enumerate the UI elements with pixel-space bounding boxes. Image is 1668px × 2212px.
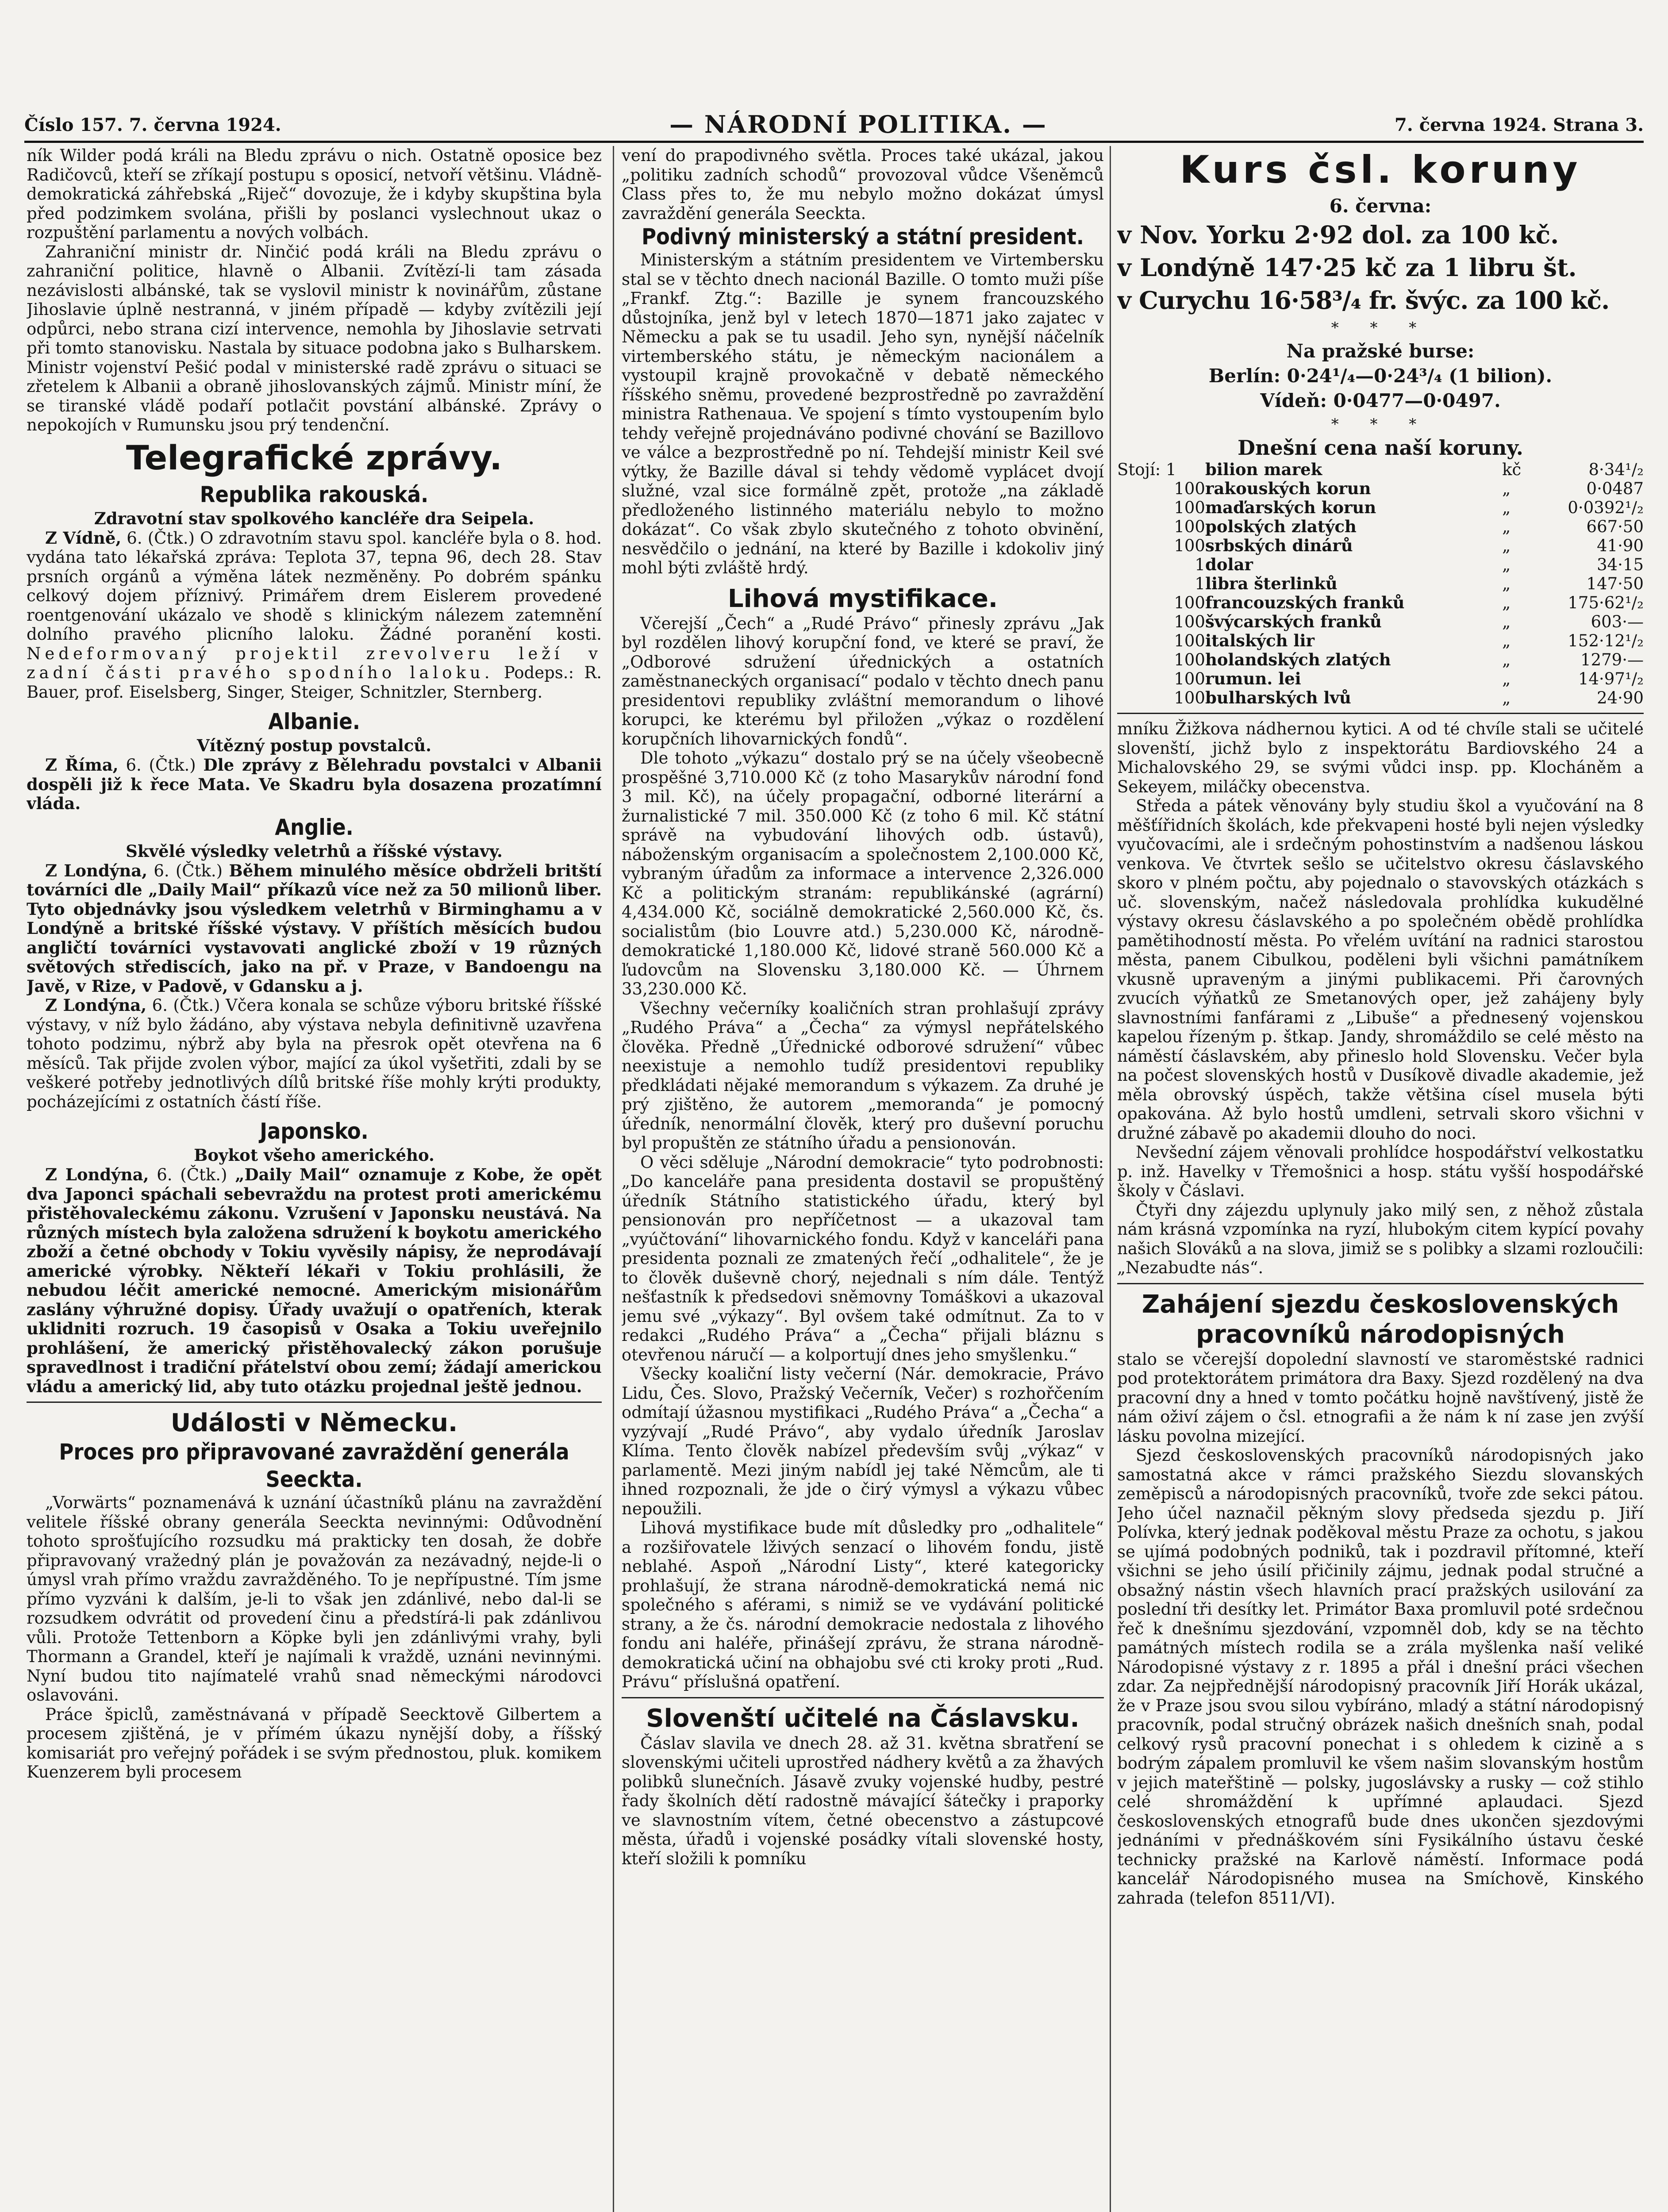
article-text: Středa a pátek věnovány byly studiu škol a vyučování na 8 měšťířidních školách, kde překvapeni hosté byli nejen výsledky vyučovacími, ale i srdečným pohostinstvím a nadšenou láskou venkova. Ve čtvrtek sešlo se učitelstvo okresu čáslavského skoro v plném počtu, aby pojednalo o stavovských otázkách s uč. slovenským, načež následovala prohlídka kukudělné výstavy okresu čáslavského a po společném obědě prohlídka pamětihodností města. Po vřelém uvítání na radnici starostou města, panem Cibulkou, poděleni byli všichni památníkem vkusně upraveným a jinými publikacemi. Při čarovných zvucích výňatků ze Smetanových oper, jež zahájeny byly slavnostními fanfárami z „Libuše“ a přednesený vojenskou kapelou řízeným p. štkap. Jandy, shromáždilo se celé město na náměstí čáslavském, aby přineslo hold Slovensku. Večer byla na počest slovenských hostů v Dusíkově divadle akademie, jež měla obrovský úspěch, takže většina císel musela býti opakována. Až bylo hostů umdleni, setrvali skoro všichni v družné zábavě po akademii dlouho do noci.	[1117, 796, 1644, 1143]
page-number: 7. června 1924. Strana 3.	[1395, 115, 1644, 135]
currency-box	[1117, 146, 1644, 707]
table-row: 100 italských lir „ 152·12¹/₂	[1174, 631, 1644, 650]
news-headline: Zdravotní stav spolkového kancléře dra Seipela.	[94, 508, 534, 528]
article-heading: Slovenští učitelé na Čáslavsku.	[646, 1704, 1080, 1733]
divider	[1117, 713, 1644, 714]
article-text: „Vorwärts“ poznamenává k uznání účastníků plánu na zavraždění velitele říšské obrany generála Seeckta nevinnými: Odůvodnění tohoto sprošťujícího rozsudku má prakticky ten dosah, že dobře připravovaný vražedný plán je považován za nezávadný, nejde-li o úmysl vrah přímo vraždu zavražděného. To je nepřípustné. Tím jsme přímo vyzváni k dalším, je-li to však jen zdánlivé, nebo dal-li se rozsudkem odvrátit od provedení činu a předstírá-li pak zdánlivou vůli. Protože Tettenborn a Köpke byli jen zdánlivými vrahy, byli Thormann a Grandel, kteří je najímali k vraždě, uznáni nevinnými. Nyní budou tito najímatelé vrahů snad německými národovci oslavováni.	[27, 1493, 602, 1705]
article-text: Dle tohoto „výkazu“ dostalo prý se na účely všeobecně prospěšné 3,710.000 Kč (z toho Masarykův národní fond 3 mil. Kč), na účely propagační, odborné literární a žurnalistické 7 mil. 350.000 Kč (z toho 6 mil. Kč státní správě na vybudování lihových odb. ústavů), náboženským organisacím a společnostem 2,100.000 Kč, vybraným úřadům za informace a intervence 2,326.000 Kč a politickým stranám: republikánské (agrární) 4,434.000 Kč, sociálně demokratické 2,560.000 Kč, čs. socialistům (bio Louvre atd.) 5,230.000 Kč, národně-demokratické 1,180.000 Kč, lidové straně 560.000 Kč a ľudovcům na Slovensku 3,180.000 Kč. — Úhrnem 33,230.000 Kč.	[622, 749, 1104, 998]
article-text: Včerejší „Čech“ a „Rudé Právo“ přinesly zprávu „Jak byl rozdělen lihový korupční fond, ve které se praví, že „Odborové sdružení úřednických a ostatních zaměstnaneckých organisací“ podalo v těchto dnech panu presidentovi republiky zvláštní memorandum o lihové korupci, ke kterému byl přiložen „výkaz o rozdělení korupčních lihovarnických fondů“.	[622, 614, 1104, 749]
rate-zurich: v Curychu 16·58³/₄ fr. švýc. za 100 kč.	[1117, 286, 1610, 315]
article-text: Práce špiclů, zaměstnávaná v případě Seecktově Gilbertem a procesem zjištěná, je v přímém úkazu nynější doby, a říšský komisariát pro veřejný pořádek i se svým přednostou, pluk. komikem Kuenzerem byli procesem	[27, 1705, 602, 1782]
article-text: stalo se včerejší dopolední slavností ve staroměstské radnici pod protektorátem primátora dra Baxy. Sjezd rozdělený na dva pracovní dny a hned v tomto počátku hojně navštívený, jistě že nám oživí zájem o čsl. etnografii a že nám k ní zase jen zvýší lásku povolna mizející.	[1117, 1349, 1644, 1446]
article-text: Zahraniční ministr dr. Ninčić podá králi na Bledu zprávu o zahraniční politice, hlavně o Albanii. Zvítězí-li tam zásada nezávislosti albánské, tak se vyslovil ministr k novinářům, zůstane Jihoslavie úplně nestranná, v jiném případě — kdyby zvítězili její odpůrci, nebo strana cizí intervence, nemohla by Jihoslavie setrvati při tomto stanovisku. Nastala by situace podobna jako s Bulharskem. Ministr vojenství Pešić podal v ministerské radě zprávu o situaci se zřetelem k Albanii a obraně jihoslovanských zájmů. Ministr míní, že se tiranské vládě podaří potlačit povstání albánské. Zprávy o nepokojích v Rumunsku jsou prý tendenční.	[27, 242, 602, 434]
table-row: 100 rakouských korun „ 0·0487	[1174, 479, 1644, 498]
news-headline: Skvělé výsledky veletrhů a říšské výstavy.	[126, 841, 503, 861]
issue-info: Číslo 157. 7. června 1924.	[24, 115, 281, 135]
subsection-heading: Anglie.	[275, 814, 354, 840]
article-text: mníku Žižkova nádhernou kytici. A od té chvíle stali se učitelé slovenští, jichž bylo z inspektorátu Bardiovského 24 a Michalovského 29, se svými vůdci insp. pp. Klocháněm a Sekeyem, miláčky obecenstva.	[1117, 719, 1644, 796]
rate-new-york: v Nov. Yorku 2·92 dol. za 100 kč.	[1117, 220, 1559, 249]
rate-vienna: Vídeň: 0·0477—0·0497.	[1260, 390, 1501, 411]
divider	[1117, 1283, 1644, 1284]
news-headline: Boykot všeho amerického.	[194, 1145, 434, 1165]
column-2	[622, 146, 1104, 2212]
article-text: Sjezd československých pracovníků národopisných jako samostatná akce v rámci pražského Siezdu slovanských zeměpisců a národopisných pracovníků, tvoře zde sekci pátou. Jeho účel naznačil pěkným slovy předseda sjezdu p. Jiří Polívka, který jednak poděkoval městu Praze za ochotu, s jakou se ujímá podobných podniků, tak i pozdravil přítomné, kteří všichni se jeho úsilí přičinily zájmu, jednak podal stručné a obsažný nástin všech hlavních prací pražských usilování za poslední tři desítky let. Primátor Baxa promluvil poté srdečnou řeč k dnešnímu sjezdování, vzpomněl dob, kdy se na těchto památných místech rodila se a zrála myšlenka naší veliké Národopisné výstavy z r. 1895 a přál i dnešní práci všechen zdar. Za nejpřednější národopisný pracovník Jiří Horák ukázal, že v Praze jsou svou silou vybíráno, mladý a státní národopisný pracovník, podal stručný obrázek našich dnešních snah, podal celkový rysů pracovní ponechat i s ohledem k cizině a s bodrým zápalem promluvil ke všem našim slovanským hostům v jejich mateřštině — polsky, jugoslávsky a rusky — což stihlo celé shromáždění k upřímné aplaudaci. Sjezd československých etnografů bude dnes ukončen sjezdovými jednáními v přednáškovém síni Fysikálního ústavu české technicky pražské na Karlově náměstí. Informace podá kancelář Národopisného musea na Smíchově, Kinského zahrada (telefon 8511/VI).	[1117, 1446, 1644, 1908]
divider	[27, 1402, 602, 1403]
news-item: Z Londýna, 6. (Čtk.) Během minulého měsíce obdrželi britští továrníci dle „Daily Mail“ příkazů více než za 50 milionů liber. Tyto objednávky jsou výsledkem veletrhů v Birminghamu a v Londýně a britské říšské výstavy. V příštích měsících budou angličtí továrníci vystavovati anglické zboží v 19 různých světových střediscích, jako na př. v Praze, v Bandoengu na Javě, v Rize, v Padově, v Gdansku a j.	[27, 860, 602, 996]
table-row: 100 maďarských korun „ 0·0392¹/₂	[1174, 498, 1644, 517]
section-heading: Telegrafické zprávy.	[126, 438, 503, 477]
subsection-heading: Japonsko.	[260, 1118, 369, 1144]
subsection-heading: Albanie.	[268, 709, 360, 734]
currency-title: Kurs čsl. koruny	[1180, 148, 1581, 192]
article-text: O věci sděluje „Národní demokracie“ tyto podrobnosti: „Do kanceláře pana presidenta dostavil se propuštěný úředník Státního statistického úřadu, který byl pensionován pro nepříčetnost — a ukazoval tam „vyúčtování“ lihovarnického fondu. Když v kanceláři pana presidenta poznali ze zmatených řečí „odhalitele“, že je to člověk duševně chorý, nejednali s ním dále. Tentýž nešťastník k předsedovi sněmovny Tomáškovi a ukazoval jemu své „výkazy“. Byl ovšem také odmítnut. Za to v redakci „Rudého Práva“ a „Čecha“ přijali bláznu s otevřenou náručí — a kolportují dnes jeho smyšlenku.“	[622, 1152, 1104, 1364]
section-heading: Události v Německu.	[170, 1409, 458, 1437]
burse-heading: Na pražské burse:	[1286, 340, 1475, 362]
article-heading: Lihová mystifikace.	[727, 584, 998, 613]
article-text: ník Wilder podá králi na Bledu zprávu o nich. Ostatně oposice bez Radičovců, kteří se zříkají postupu s oposicí, netvoří většinu. Vládně-demokratická záhřebská „Riječ“ dovozuje, že i kdyby skupština byla před podzimkem svolána, přišli by poslanci vyslechnout ukaz o rozpuštění parlamentu a nových volbách.	[27, 146, 602, 242]
price-heading: Dnešní cena naší koruny.	[1238, 436, 1523, 460]
article-text: Všechny večerníky koaličních stran prohlašují zprávy „Rudého Práva“ a „Čecha“ za výmysl nepřátelského člověka. Předně „Úřednické odborové sdružení“ vůbec neexistuje a nemohlo tudíž presidentovi republiky předkládati nějaké memorandum s výkazem. Za druhé je prý zjištěno, že autorem „memoranda“ je pomocný úředník, nenormální člověk, který pro duševní poruchu byl propuštěn ze státního úřadu a pensionován.	[622, 998, 1104, 1152]
news-item: Z Londýna, 6. (Čtk.) Včera konala se schůze výboru britské říšské výstavy, v níž bylo žádáno, aby výstava nebyla definitivně uzavřena tohoto podzimu, nýbrž aby byla na přesrok opět otevřena na 6 měsíců. Tak přijde zvolen výbor, mající za úkol vyšetřiti, zdali by se veškeré potřeby jednotlivých dílů britské říše mohly krýti produkty, pocházejícími z ostatních částí říše.	[27, 995, 602, 1111]
article-text: Nevšední zájem věnovali prohlídce hospodářství velkostatku p. inž. Havelky v Třemošnici a hosp. státu vyšší hospodářské školy v Čáslavi.	[1117, 1143, 1644, 1200]
table-row: 100 rumun. lei „ 14·97¹/₂	[1174, 669, 1644, 688]
article-text: vení do prapodivného světla. Proces také ukázal, jakou „politiku zadních schodů“ provozoval vůdce Všeněmců Class přes to, že mu nebylo možno dokázat úmysl zavraždění generála Seeckta.	[622, 146, 1104, 223]
subsection-heading: Proces pro připravované zavraždění generála Seeckta.	[59, 1439, 569, 1492]
stars-divider: * * *	[1331, 415, 1430, 433]
table-row: 1 dolar „ 34·15	[1195, 555, 1644, 574]
header-rule	[24, 141, 1644, 143]
stars-divider: * * *	[1331, 319, 1430, 337]
news-item: Z Vídně, 6. (Čtk.) O zdravotním stavu spol. kancléře byla o 8. hod. vydána tato lékařská zpráva: Teplota 37, tepna 96, dech 28. Stav prsních orgánů a výměna látek nezměněny. Po dobrém spánku celkový dojem příznivý. Primářem drem Eislerem provedené roentgenování ukázalo ve shodě s klinickým nálezem zatemnění dolního pravého plicního laloku. Žádné poranění kosti. Nedeformovaný projektil zrevolveru leží v zadní části pravého spodního laloku. Podeps.: R. Bauer, prof. Eiselsberg, Singer, Steiger, Schnitzler, Sternberg.	[27, 528, 602, 702]
table-row: 100 srbských dinárů „ 41·90	[1174, 536, 1644, 555]
currency-date: 6. června:	[1329, 195, 1432, 217]
rate-london: v Londýně 147·25 kč za 1 libru št.	[1117, 253, 1577, 282]
article-heading: Podivný ministerský a státní president.	[642, 224, 1084, 250]
article-text: Čtyři dny zájezdu uplynuly jako milý sen, z něhož zůstala nám krásná vzpomínka na ryzí, hlubokým citem kypící povahy našich Slováků a na slova, jimiž se s polibky a slzami rozloučili: „Nezabudte nás“.	[1117, 1200, 1644, 1277]
article-text: Ministerským a státním presidentem ve Virtembersku stal se v těchto dnech nacionál Bazille. O tomto muži píše „Frankf. Ztg.“: Bazille je synem francouzského důstojníka, jenž byl v letech 1870—1871 jako zajatec v Německu a pak se tu usadil. Jeho syn, nynější náčelník virtemberského státu, je německým nacionálem a vystoupil krajně provokačně v debatě německého říšského sněmu, provedené bezprostředně po zavraždění ministra Rathenaua. Ve spojení s tímto vystoupením bylo tehdy veřejně projednáváno podivné chování se Bazillovo ve válce a bezprostředně po ní. Tehdejší ministr Keil své výtky, že Bazille dával si tehdy vědomě vyplácet dvojí služné, vzal sice formálně zpět, protože „na základě předloženého listinného materiálu nebylo to možno dokázat“. Co však zbylo skutečného z tohoto obvinění, nesvědčilo o jednání, na které by Bazille i kdokoliv jiný mohl býti zvláště hrdý.	[622, 250, 1104, 577]
rate-berlin: Berlín: 0·24¹/₄—0·24³/₄ (1 bilion).	[1208, 365, 1553, 387]
divider	[622, 1697, 1104, 1698]
article-text: Lihová mystifikace bude mít důsledky pro „odhalitele“ a rozšiřovatele lživých senzací o lihovém fondu, jistě neblahé. Aspoň „Národní Listy“, které kategoricky prohlašují, že strana národně-demokratická nemá nic společného s aférami, s nimiž se ve vydávání politické strany, a že čs. národní demokracie nedostala z lihového fondu ani haléře, přinášejí zprávu, že strana národně-demokratická učiní na obhajobu své cti kroky proti „Rud. Právu“ příslušná opatření.	[622, 1518, 1104, 1691]
column-3	[1117, 146, 1644, 2212]
table-row: 100 bulharských lvů „ 24·90	[1174, 688, 1644, 707]
column-divider	[613, 146, 614, 2212]
news-headline: Vítězný postup povstalců.	[196, 736, 432, 755]
article-text: Všecky koaliční listy večerní (Nár. demokracie, Právo Lidu, Čes. Slovo, Pražský Večerník, Večer) s rozhořčením odmítají úžasnou mystifikaci „Rudého Práva“ a „Čecha“ a vyzývají „Rudé Právo“, aby vydalo úředník Jaroslav Klíma. Tento člověk nabízel především svůj „výkaz“ v parlamentě. Mezi jiným nabídl jej také Němcům, ale ti ihned rozpoznali, že jde o čirý výmysl a výkazu vůbec nepoužili.	[622, 1364, 1104, 1518]
column-1	[27, 146, 602, 2212]
news-item: Z Londýna, 6. (Čtk.) „Daily Mail“ oznamuje z Kobe, že opět dva Japonci spáchali sebevraždu na protest proti americkému přistěhovaleckému zákonu. Vzrušení v Japonsku neustává. Na různých místech byla založena sdružení k boykotu amerického zboží a četné obchody v Tokiu vyvěsily nápisy, že neprodávají americké výrobky. Někteří lékaři v Tokiu prohlásili, že nebudou léčit americké nemocné. Americkým misionářům zaslány výhružné dopisy. Úřady uvažují o opatřeních, kterak uklidniti rozruch. 19 časopisů v Osaka a Tokiu uveřejnilo prohlášení, že americký přistěhovalecký zákon porušuje spravedlnost i tradiční přátelství obou zemí; žádají americkou vládu a americký lid, aby tuto otázku projednal ještě jednou.	[27, 1165, 602, 1396]
currency-table	[1117, 460, 1644, 707]
article-text: Čáslav slavila ve dnech 28. až 31. května sbratření se slovenskými učiteli uprostřed nádhery květů a za žhavých polibků slunečních. Jásavě zvuky vojenské hudby, pestré řady školních dětí radostně mávající šátečky i praporky ve slavnostním vítem, četné obecenstvo a zástupcové města, úřadů i vojenské posádky vítali slovenské hosty, kteří složili k pomníku	[622, 1733, 1104, 1868]
masthead: — NÁRODNÍ POLITIKA. —	[669, 110, 1047, 138]
table-row: 100 holandských zlatých „ 1279·—	[1174, 650, 1644, 669]
table-row: Stojí: 1 bilion marek kč 8·34¹/₂	[1117, 460, 1644, 479]
table-row: 100 francouzských franků „ 175·62¹/₂	[1174, 593, 1644, 612]
table-row: 100 švýcarských franků „ 603·—	[1174, 612, 1644, 631]
table-row: 1 libra šterlinků „ 147·50	[1195, 574, 1644, 593]
article-heading: Zahájení sjezdu československých pracovníků národopisných	[1141, 1290, 1619, 1349]
table-row: 100 polských zlatých „ 667·50	[1174, 517, 1644, 536]
column-divider	[1110, 146, 1111, 2212]
subsection-heading: Republika rakouská.	[200, 481, 429, 507]
news-item: Z Říma, 6. (Čtk.) Dle zprávy z Bělehradu povstalci v Albanii dospěli již k řece Mata. Ve Skadru byla dosazena prozatímní vláda.	[27, 755, 602, 813]
